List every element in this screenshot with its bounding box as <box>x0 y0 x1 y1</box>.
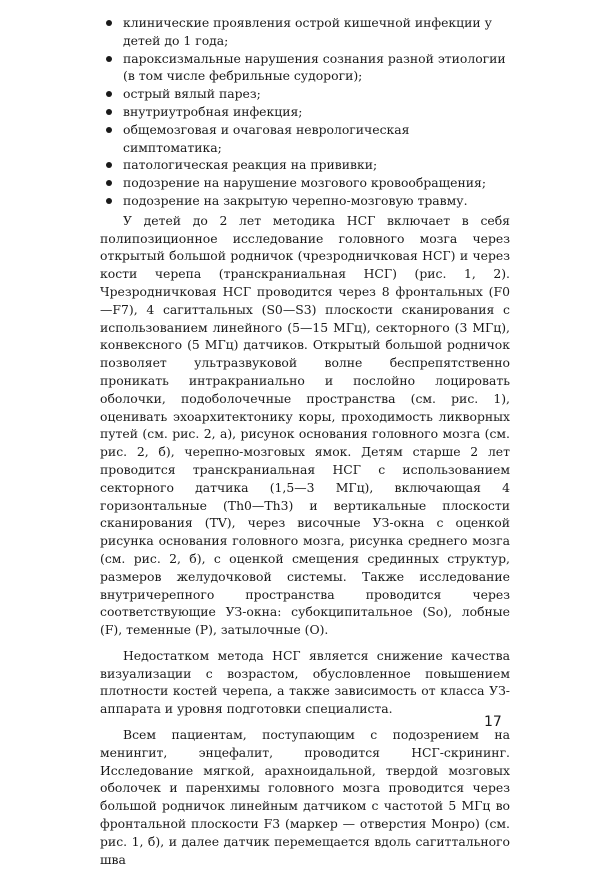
list-item-text: общемозговая и очаговая неврологическая симптоматика; <box>123 121 410 155</box>
list-item <box>100 156 510 174</box>
paragraph-methodology: У детей до 2 лет методика НСГ включает в себя полипозиционное исследование головного мозга через открытый большой родничок (чрезродничковая НСГ) и через кости черепа (транскраниальная НСГ) (рис. 1, 2). Чрезродничковая НСГ проводится через 8 фронтальных (F0—F7), 4 сагиттальных (S0—S3) плоскости сканирования с использованием линейного (5—15 МГц), секторного (3 МГц), конвексного (5 МГц) датчиков. Открытый большой родничок позволяет ультразвуковой волне беспрепятственно проникать интракраниально и послойно лоцировать оболочки, подоболочечные пространства (см. рис. 1), оценивать эхоархитектонику коры, проходимость ликворных путей (см. рис. 2, а), рисунок основания головного мозга (см. рис. 2, б), черепно-мозговых ямок. Детям старше 2 лет проводится транскраниальная НСГ с использованием секторного датчика (1,5—3 МГц), включающая 4 горизонтальные (Th0—Th3) и вертикальные плоскости сканирования (TV), через височные УЗ-окна с оценкой рисунка основания головного мозга, рисунка среднего мозга (см. рис. 2, б), с оценкой смещения срединных структур, размеров желудочковой системы. Также исследование внутричерепного пространства проводится через соответствующие УЗ-окна: субокципитальное (So), лобные (F), теменные (P), затылочные (O). <box>100 212 510 638</box>
list-item-text: клинические проявления острой кишечной инфекции у детей до 1 года; <box>123 15 492 48</box>
bullet-icon <box>106 127 112 133</box>
list-item-text: патологическая реакция на прививки; <box>123 157 378 173</box>
list-item <box>100 174 510 192</box>
bullet-icon <box>106 198 112 204</box>
list-item <box>100 14 510 50</box>
list-item-text: пароксизмальные нарушения сознания разной этиологии (в том числе фебрильные судороги); <box>123 50 506 84</box>
paragraph-limitations: Недостатком метода НСГ является снижение качества визуализации с возрастом, обусловленное повышением плотности костей черепа, а также зависимость от класса УЗ-аппарата и уровня подготовки специалиста. <box>100 647 510 717</box>
page-number: 17 <box>484 714 502 730</box>
indication-list <box>100 14 510 210</box>
page-body <box>100 14 510 876</box>
list-item-text: подозрение на закрытую черепно-мозговую травму. <box>123 192 468 208</box>
list-item <box>100 103 510 121</box>
paragraph-screening: Всем пациентам, поступающим с подозрением на менингит, энцефалит, проводится НСГ-скрининг. Исследование мягкой, арахноидальной, твердой мозговых оболочек и паренхимы головного мозга проводится через большой родничок линейным датчиком с частотой 5 МГц во фронтальной плоскости F3 (маркер — отверстия Монро) (см. рис. 1, б), и далее датчик перемещается вдоль сагиттального шва <box>100 727 510 867</box>
bullet-icon <box>106 109 112 115</box>
list-item <box>100 192 510 210</box>
bullet-icon <box>106 20 112 26</box>
list-item-text: подозрение на нарушение мозгового кровообращения; <box>123 175 487 191</box>
bullet-icon <box>106 56 112 62</box>
list-item <box>100 50 510 86</box>
bullet-icon <box>106 180 112 186</box>
list-item-text: острый вялый парез; <box>123 86 261 102</box>
bullet-icon <box>106 91 112 97</box>
list-item <box>100 85 510 103</box>
bullet-icon <box>106 162 112 168</box>
list-item <box>100 121 510 157</box>
list-item-text: внутриутробная инфекция; <box>123 103 303 119</box>
